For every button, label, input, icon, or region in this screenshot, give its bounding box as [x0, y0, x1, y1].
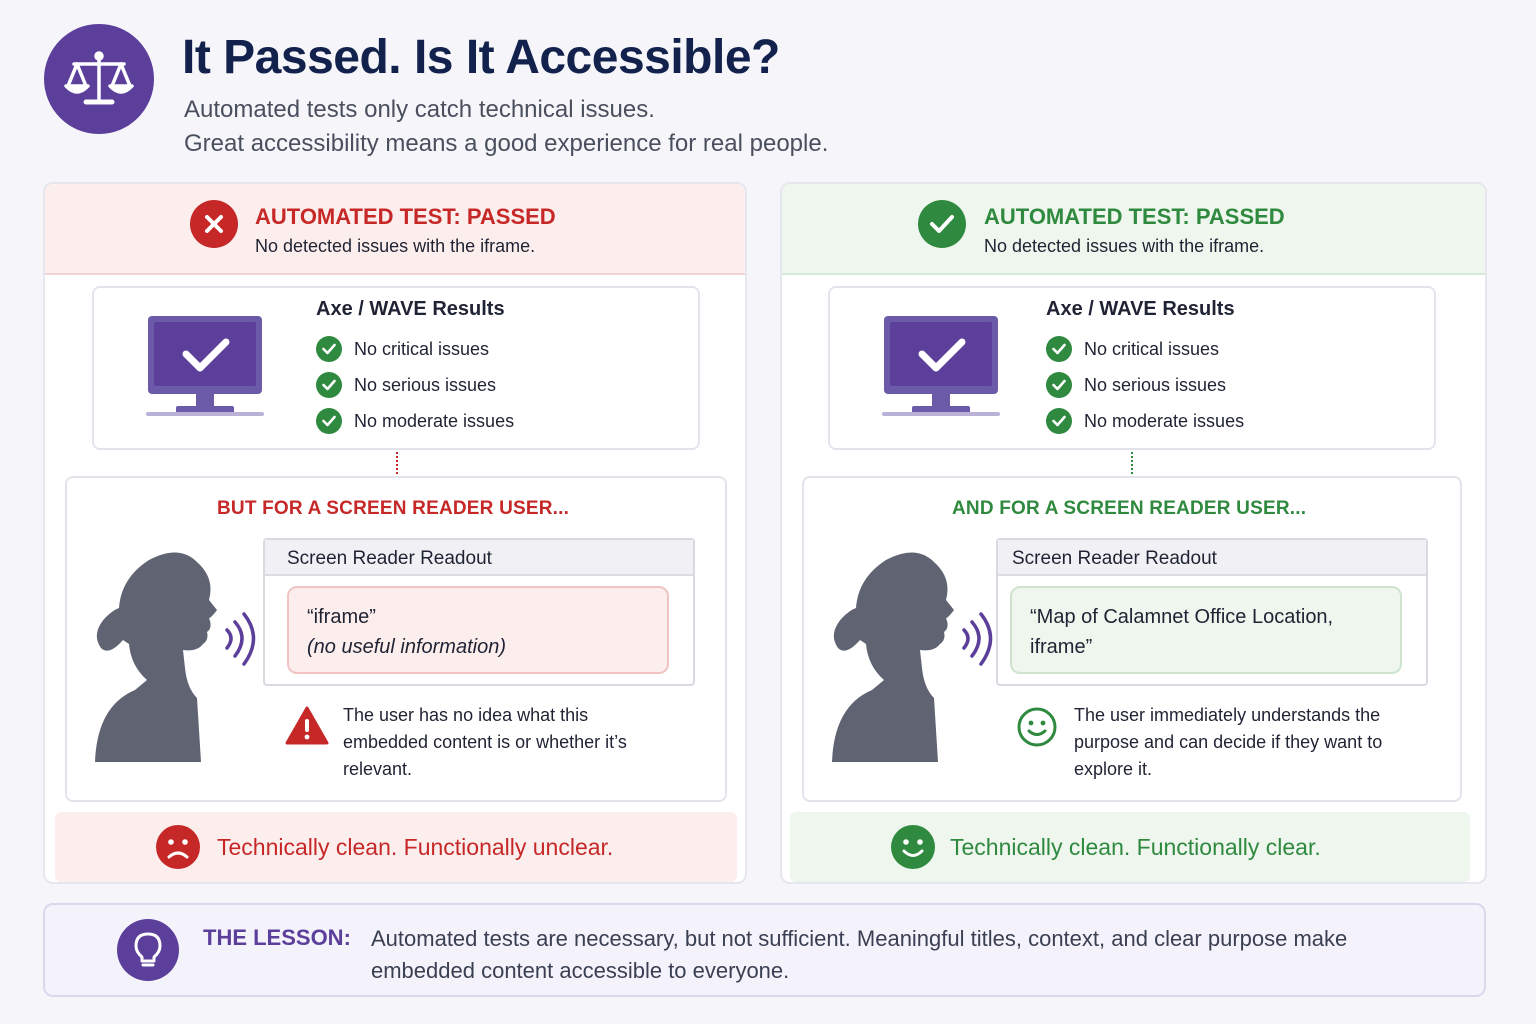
check-icon: [1046, 372, 1072, 398]
pass-verdict: [790, 812, 1470, 882]
check-icon: [316, 408, 342, 434]
pass-status-title: AUTOMATED TEST: PASSED: [984, 204, 1285, 229]
pass-readout-quote: “Map of Calamnet Office Location, iframe”: [1010, 586, 1402, 674]
result-item: [1046, 372, 1244, 398]
fail-results-list: [316, 336, 514, 434]
x-circle-icon: [190, 200, 238, 248]
monitor-icon: [146, 314, 264, 423]
connector-line: [396, 452, 398, 478]
sad-face-icon: [155, 824, 201, 875]
subtitle-line-2: Great accessibility means a good experience for real people.: [184, 130, 829, 157]
happy-face-icon: [890, 824, 936, 875]
lightbulb-icon: [117, 919, 179, 981]
check-icon: [1046, 408, 1072, 434]
pass-note: The user immediately understands the purpose and can decide if they want to explore it.: [1074, 705, 1383, 779]
lesson-text: Automated tests are necessary, but not sufficient. Meaningful titles, context, and clear purpose make embedded content accessible to everyone.: [371, 926, 1348, 983]
person-speaking-icon: [91, 548, 261, 769]
subtitle-line-1: Automated tests only catch technical issues.: [184, 96, 655, 123]
pass-panel-header: [782, 184, 1485, 275]
connector-line: [1131, 452, 1133, 478]
fail-screen-reader-card: [65, 476, 727, 802]
page-title: It Passed. Is It Accessible?: [182, 31, 780, 84]
pass-verdict-text: Technically clean. Functionally clear.: [950, 834, 1321, 860]
pass-sr-heading: AND FOR A SCREEN READER USER...: [952, 498, 1307, 519]
result-item: [316, 336, 514, 362]
check-icon: [316, 372, 342, 398]
lesson-label: THE LESSON:: [203, 925, 351, 950]
result-label: No serious issues: [354, 374, 497, 395]
warning-icon: [285, 706, 329, 751]
smile-icon: [1016, 706, 1058, 753]
result-item: [316, 408, 514, 434]
fail-readout-quote: [287, 586, 669, 674]
fail-panel-header: [45, 184, 745, 275]
fail-status-subtitle: No detected issues with the iframe.: [255, 236, 536, 256]
result-label: No moderate issues: [354, 410, 515, 431]
pass-results-title: Axe / WAVE Results: [1046, 298, 1235, 320]
fail-status-title: AUTOMATED TEST: PASSED: [255, 204, 556, 229]
pass-results-list: [1046, 336, 1244, 434]
result-item: [1046, 336, 1244, 362]
fail-readout-box: [263, 538, 695, 686]
fail-sr-heading: BUT FOR A SCREEN READER USER...: [217, 498, 570, 519]
result-label: No moderate issues: [1084, 410, 1245, 431]
pass-panel: [780, 182, 1487, 884]
scales-logo-icon: [44, 24, 154, 134]
result-label: No serious issues: [1084, 374, 1227, 395]
pass-results-card: [828, 286, 1436, 450]
fail-results-card: [92, 286, 700, 450]
fail-readout-line-1: “iframe”: [307, 606, 376, 628]
lesson-banner: [43, 903, 1486, 997]
fail-panel: [43, 182, 747, 884]
check-circle-icon: [918, 200, 966, 248]
fail-results-title: Axe / WAVE Results: [316, 298, 505, 320]
fail-readout-line-2: (no useful information): [307, 636, 506, 658]
check-icon: [316, 336, 342, 362]
fail-readout-title: Screen Reader Readout: [265, 540, 693, 576]
pass-status-subtitle: No detected issues with the iframe.: [984, 236, 1265, 256]
pass-readout-box: [996, 538, 1428, 686]
pass-readout-title: Screen Reader Readout: [998, 540, 1426, 576]
person-speaking-icon: [828, 548, 998, 769]
monitor-icon: [882, 314, 1000, 423]
result-item: [316, 372, 514, 398]
fail-verdict-text: Technically clean. Functionally unclear.: [217, 834, 614, 860]
fail-verdict: [55, 812, 737, 882]
result-label: No critical issues: [354, 338, 490, 359]
result-label: No critical issues: [1084, 338, 1220, 359]
check-icon: [1046, 336, 1072, 362]
fail-note: The user has no idea what this embedded content is or whether it’s relevant.: [343, 705, 627, 779]
result-item: [1046, 408, 1244, 434]
pass-screen-reader-card: [802, 476, 1462, 802]
